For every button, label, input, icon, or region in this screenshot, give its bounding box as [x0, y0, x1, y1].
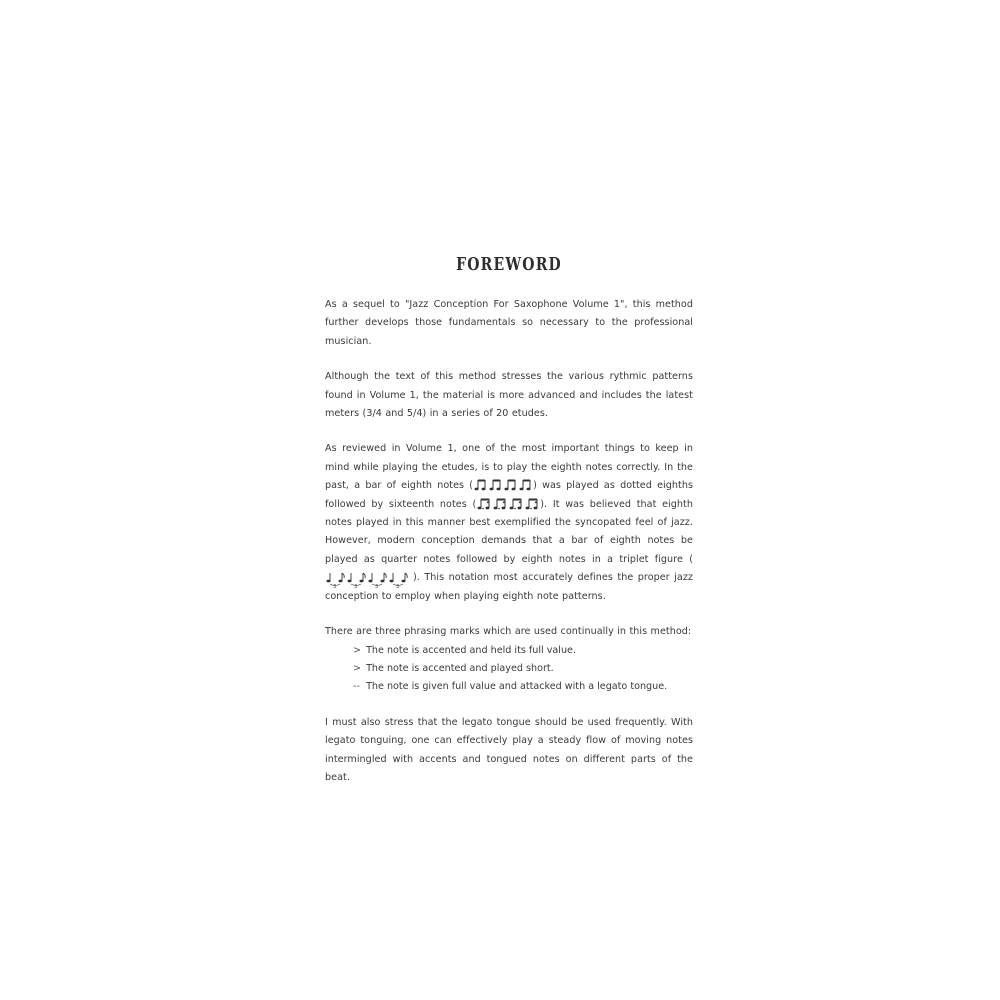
accent-mark-icon: > [353, 644, 362, 656]
page-title: FOREWORD [456, 254, 562, 275]
foreword-page [325, 254, 693, 804]
phrasing-mark-item [353, 678, 693, 696]
svg-text:3: 3 [333, 584, 337, 590]
phrasing-mark-text: The note is accented and held its full value. [366, 644, 577, 656]
svg-text:3: 3 [396, 584, 400, 590]
paragraph-sequel: As a sequel to "Jazz Conception For Saxophone Volume 1", this method further develops those fundamentals so necessary to the professional musician. [325, 299, 693, 347]
paragraph-eighth-notes-part4: ). This notation most accurately defines the proper jazz conception to employ when playing eighth note patterns. [325, 572, 693, 602]
paragraph-eighth-notes-part3: ). It was believed that eighth notes played in this manner best exemplified the syncopated feel of jazz. However, modern conception demands that a bar of eighth notes be played as quarter notes followed by eighth notes in a triplet figure ( [325, 498, 693, 565]
paragraph-phrasing-intro: There are three phrasing marks which are used continually in this method: [325, 626, 692, 638]
paragraph-material: Although the text of this method stresses the various rythmic patterns found in Volume 1, the material is more advanced and includes the latest meters (3/4 and 5/4) in a series of 20 etudes. [325, 371, 693, 420]
legato-mark-icon: -- [353, 681, 360, 693]
accent-short-mark-icon: > [353, 662, 362, 674]
paragraph-legato: I must also stress that the legato tongue should be used frequently. With legato tonguing, one can effectively play a steady flow of moving notes intermingled with accents and tongued notes on different parts of the beat. [325, 716, 693, 783]
svg-text:3: 3 [375, 584, 379, 590]
phrasing-mark-item [353, 660, 693, 678]
triplet-quarter-eighth-icon [326, 571, 412, 590]
svg-text:3: 3 [354, 584, 358, 590]
phrasing-mark-text: The note is accented and played short. [366, 662, 554, 674]
phrasing-mark-item [353, 642, 693, 660]
paragraph-eighth-notes-part2: ) was played as dotted eighths followed by sixteenth notes ( [325, 480, 693, 510]
phrasing-marks-list [325, 642, 693, 697]
beamed-eighth-notes-icon [474, 479, 532, 491]
dotted-eighth-sixteenth-icon [477, 498, 539, 510]
paragraph-eighth-notes-part1: As reviewed in Volume 1, one of the most important things to keep in mind while playing the etudes, is to play the eighth notes correctly. In the past, a bar of eighth notes ( [325, 443, 693, 492]
phrasing-mark-text: The note is given full value and attacked with a legato tongue. [366, 681, 668, 693]
paragraph-eighth-notes [325, 440, 693, 606]
